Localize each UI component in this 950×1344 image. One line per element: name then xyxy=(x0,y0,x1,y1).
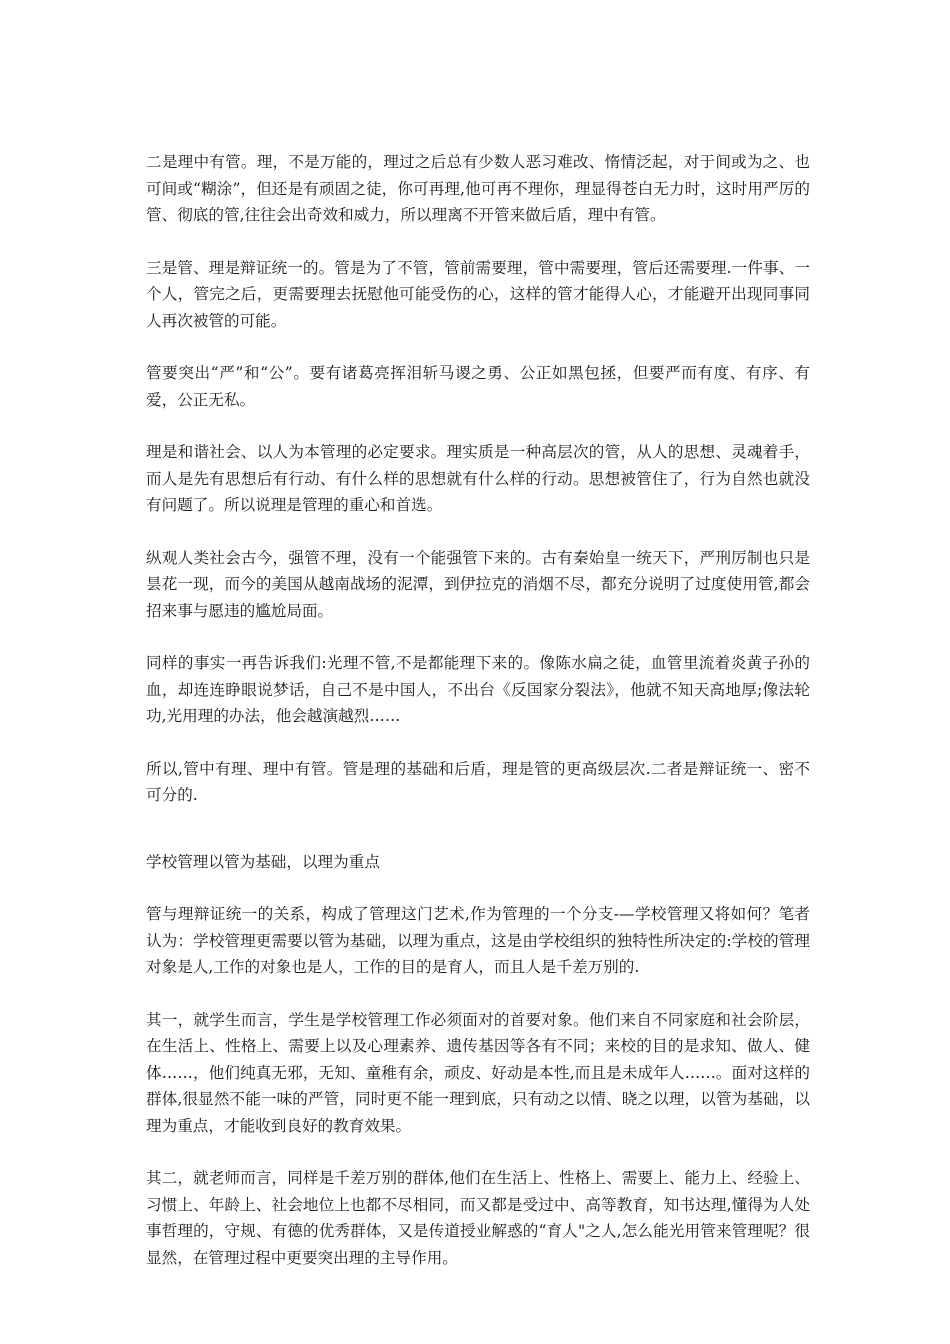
paragraph-li-requirement: 理是和谐社会、以人为本管理的必定要求。理实质是一种高层次的管，从人的思想、灵魂着手，而人是先有思想后有行动、有什么样的思想就有什么样的行动。思想被管住了，行为自然也就没有问题了。所以说理是管理的重心和首选。 xyxy=(146,443,810,514)
paragraph-dialectical-unity: 三是管、理是辩证统一的。管是为了不管，管前需要理，管中需要理，管后还需要理.一件事、一个人，管完之后，更需要理去抚慰他可能受伤的心，这样的管才能得人心，才能避开出现同事同人再次被管的可能。 xyxy=(146,258,810,330)
paragraph-history-examples: 纵观人类社会古今，强管不理，没有一个能强管下来的。古有秦始皇一统天下，严刑厉制也只是昙花一现，而今的美国从越南战场的泥潭，到伊拉克的消烟不尽，都充分说明了过度使用管,都会招来事与愿违的尴尬局面。 xyxy=(146,548,810,620)
paragraph-guan-in-li: 二是理中有管。理，不是万能的，理过之后总有少数人恶习难改、惰情泛起，对于间或为之、也可间或“糊涂”，但还是有顽固之徒，你可再理,他可再不理你，理显得苍白无力时，这时用严厉的管、彻底的管,往往会出奇效和威力，所以理离不开管来做后盾，理中有管。 xyxy=(146,153,810,224)
paragraph-strict-and-fair: 管要突出“严”和“公”。要有诸葛亮挥泪斩马谡之勇、公正如黑包拯，但要严而有度、有序、有爱，公正无私。 xyxy=(146,364,810,409)
paragraph-teachers: 其二，就老师而言，同样是千差万别的群体,他们在生活上、性格上、需要上、能力上、经验上、习惯上、年龄上、社会地位上也都不尽相同，而又都是受过中、高等教育，知书达理,懂得为人处事哲理的，守规、有德的优秀群体，又是传道授业解惑的“育人"之人,怎么能光用管来管理呢？很显然，在管理过程中更要突出理的主导作用。 xyxy=(146,1169,810,1267)
paragraph-same-facts: 同样的事实一再告诉我们:光理不管,不是都能理下来的。像陈水扁之徒，血管里流着炎黄子孙的血，却连连睁眼说梦话，自己不是中国人，不出台《反国家分裂法》，他就不知天高地厚;像法轮功,光用理的办法，他会越演越烈…… xyxy=(146,654,810,725)
section-heading: 学校管理以管为基础，以理为重点 xyxy=(146,852,380,871)
paragraph-students: 其一，就学生而言，学生是学校管理工作必须面对的首要对象。他们来自不同家庭和社会阶层，在生活上、性格上、需要上以及心理素养、遗传基因等各有不同；来校的目的是求知、做人、健体……，他们纯真无邪，无知、童稚有余，顽皮、好动是本性,而且是未成年人……。面对这样的群体,很显然不能一味的严管，同时更不能一理到底，只有动之以情、晓之以理，以管为基础，以理为重点，才能收到良好的教育效果。 xyxy=(146,1010,810,1135)
paragraph-conclusion: 所以,管中有理、理中有管。管是理的基础和后盾，理是管的更高级层次.二者是辩证统一、密不可分的. xyxy=(146,759,810,804)
paragraph-school-management: 管与理辩证统一的关系，构成了管理这门艺术,作为管理的一个分支-—学校管理又将如何？笔者认为：学校管理更需要以管为基础，以理为重点，这是由学校组织的独特性所决定的:学校的管理对象是人,工作的对象也是人，工作的目的是育人，而且人是千差万别的. xyxy=(146,905,810,976)
document-page xyxy=(146,149,810,1297)
